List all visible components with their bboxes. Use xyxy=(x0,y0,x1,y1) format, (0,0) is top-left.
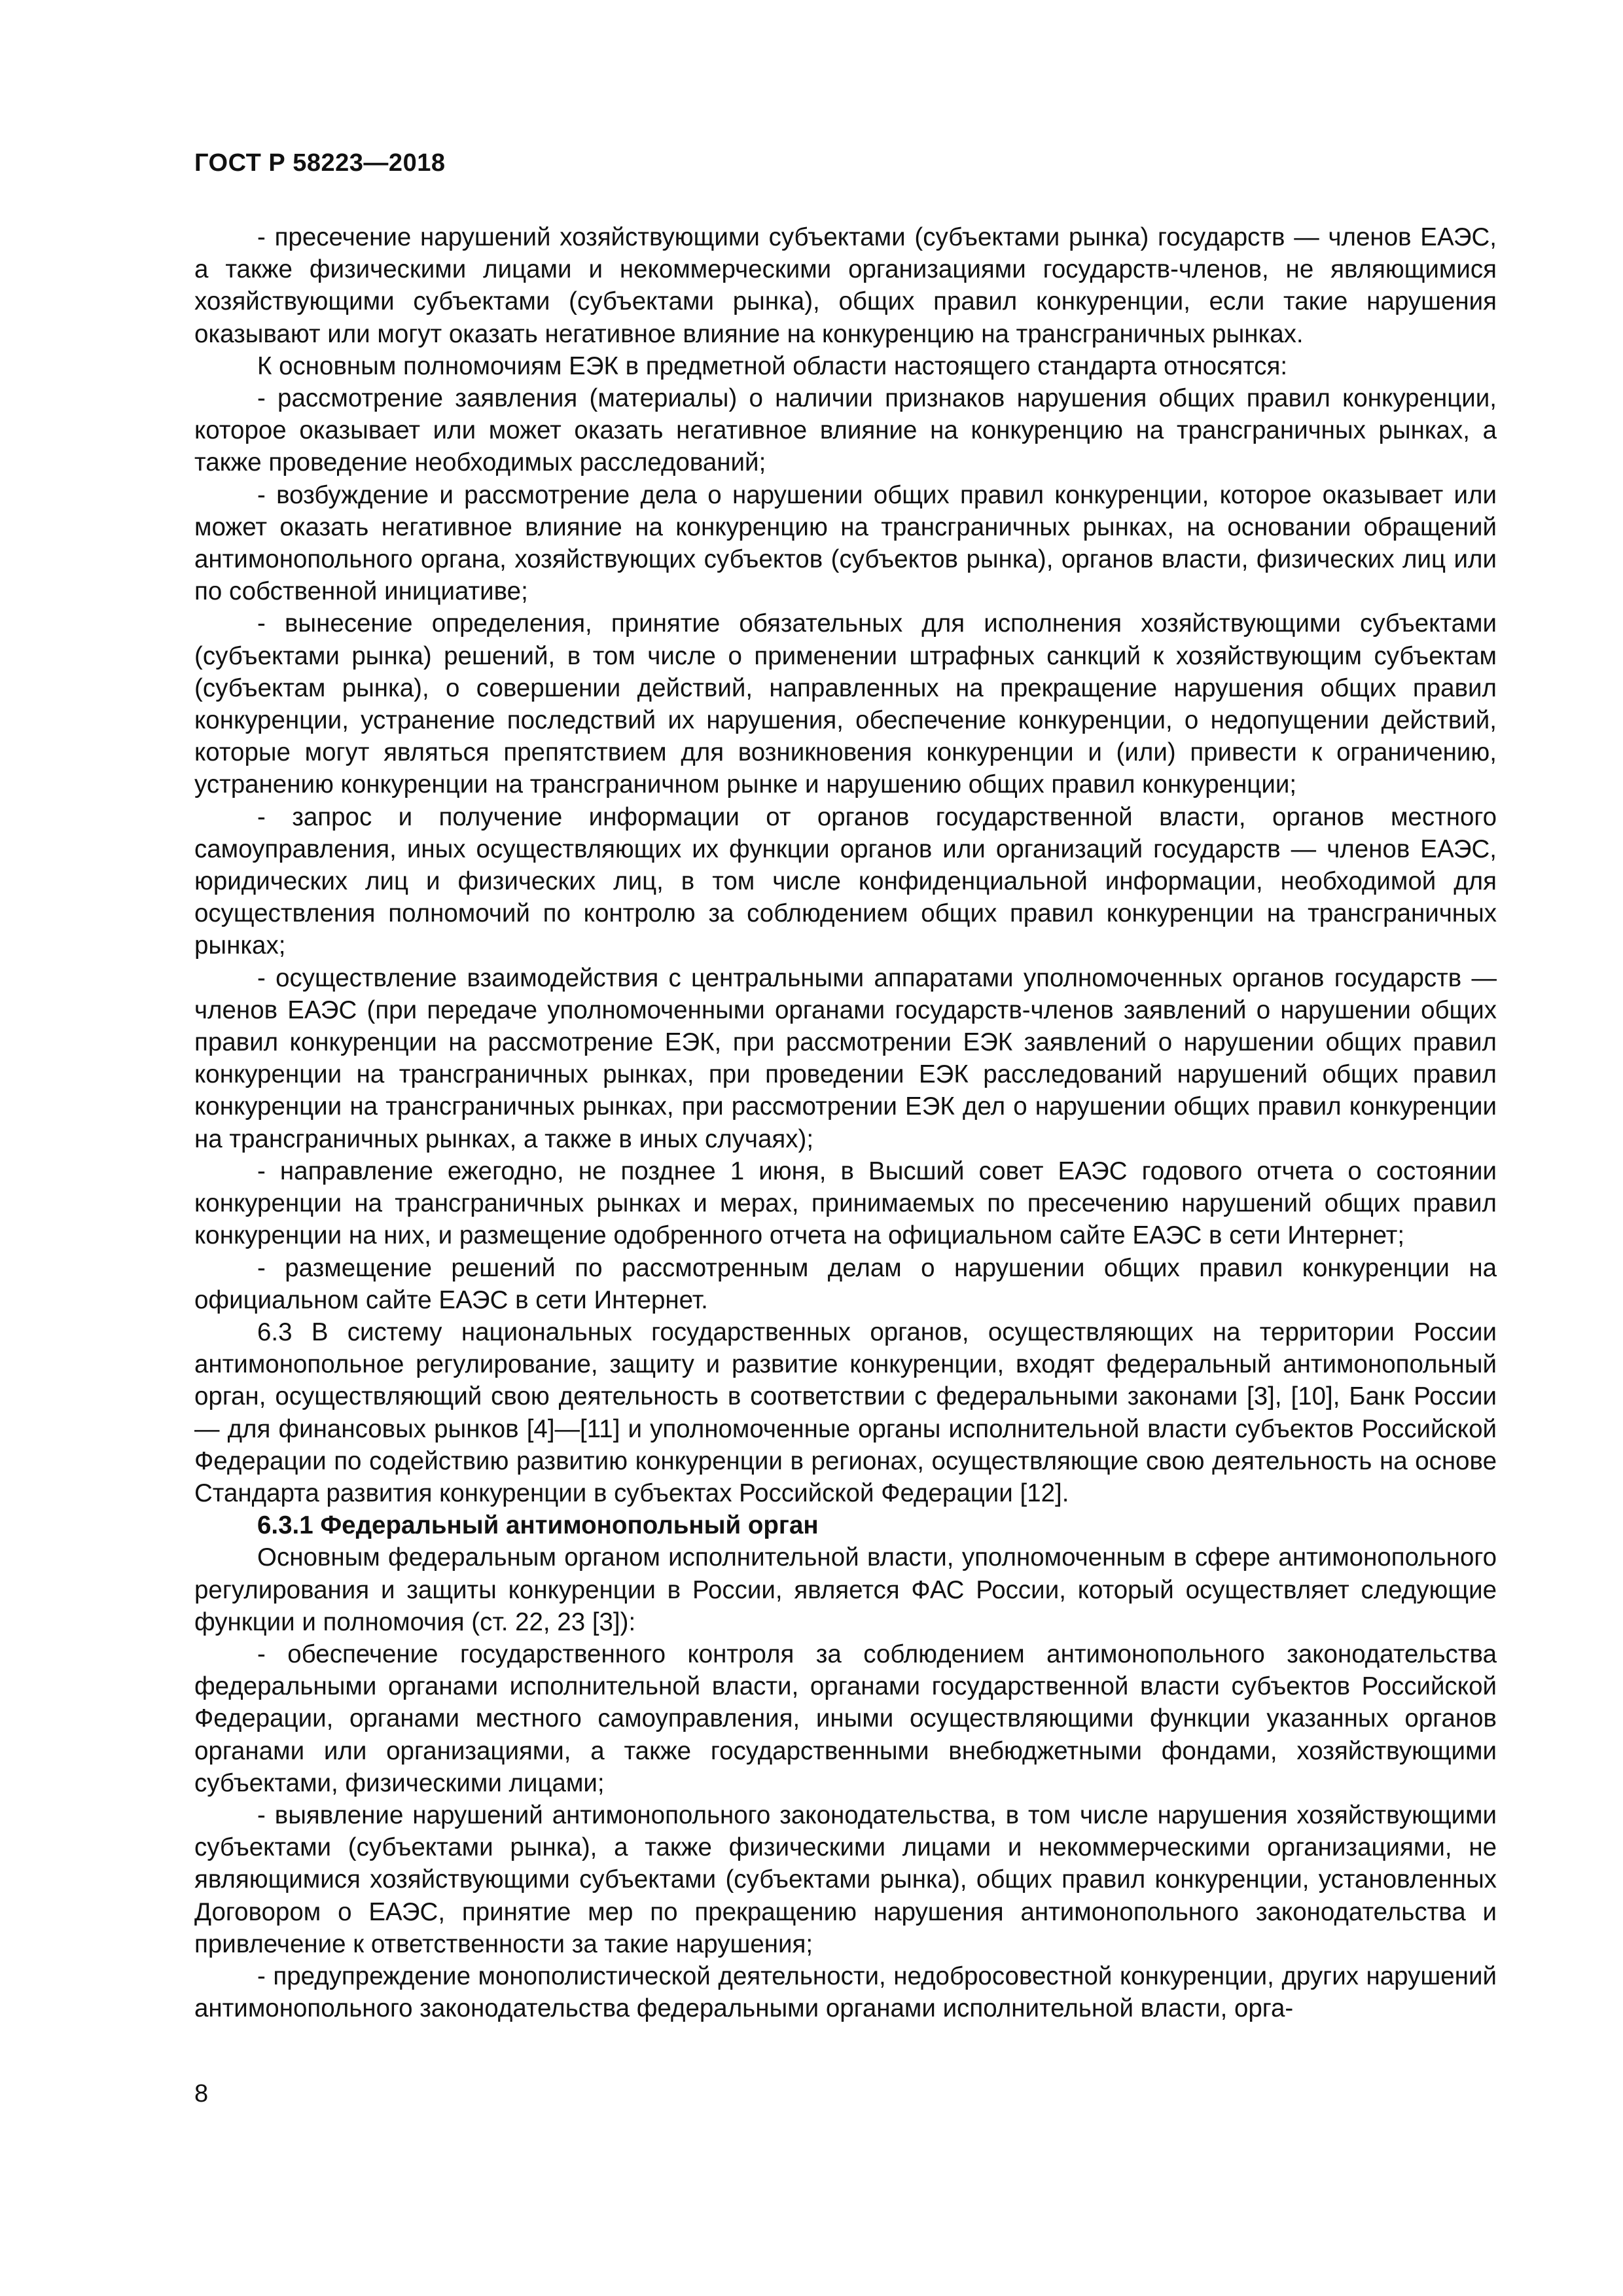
paragraph: - запрос и получение информации от органов государственной власти, органов местного самоуправления, иных осуществляющих их функции органов или организаций государств — членов ЕАЭС, юридических лиц и физических лиц, в том числе конфиденциальной информации, необходимой для осуществления полномочий по контролю за соблюдением общих правил конкуренции на трансграничных рынках; xyxy=(194,802,1497,960)
paragraph: - рассмотрение заявления (материалы) о наличии признаков нарушения общих правил конкуренции, которое оказывает или может оказать негативное влияние на конкуренцию на трансграничных рынках, а также проведение необходимых расследований; xyxy=(194,384,1497,477)
paragraph: - обеспечение государственного контроля за соблюдением антимонопольного законодательства федеральными органами исполнительной власти, органами государственной власти субъектов Российской Федерации, органами местного самоуправления, иными осуществляющими функции указанных органов органами или организациями, а также государственными внебюджетными фондами, хозяйствующими субъектами, физическими лицами; xyxy=(194,1640,1497,1797)
document-body xyxy=(194,221,1497,2024)
paragraph: - возбуждение и рассмотрение дела о нарушении общих правил конкуренции, которое оказывает или может оказать негативное влияние на конкуренцию на трансграничных рынках, на основании обращений антимонопольного органа, хозяйствующих субъектов (субъектов рынка), органов власти, физических лиц или по собственной инициативе; xyxy=(194,480,1497,606)
paragraph: - выявление нарушений антимонопольного законодательства, в том числе нарушения хозяйствующими субъектами (субъектами рынка), а также физическими лицами и некоммерческими организациями, не являющимися хозяйствующими субъектами (субъектами рынка), общих правил конкуренции, установленных Договором о ЕАЭС, принятие мер по прекращению нарушения антимонопольного законодательства и привлечение к ответственности за такие нарушения; xyxy=(194,1801,1497,1958)
document-header: ГОСТ Р 58223—2018 xyxy=(194,149,446,177)
section-heading: 6.3.1 Федеральный антимонопольный орган xyxy=(257,1511,819,1540)
paragraph: 6.3 В систему национальных государственных органов, осуществляющих на территории России антимонопольное регулирование, защиту и развитие конкуренции, входят федеральный антимонопольный орган, осуществляющий свою деятельность в соответствии с федеральными законами [3], [10], Банк России — для финансовых рынков [4]—[11] и уполномоченные органы исполнительной власти субъектов Российской Федерации по содействию развитию конкуренции в регионах, осуществляющие свою деятельность на основе Стандарта развития конкуренции в субъектах Российской Федерации [12]. xyxy=(194,1318,1497,1507)
paragraph: - размещение решений по рассмотренным делам о нарушении общих правил конкуренции на официальном сайте ЕАЭС в сети Интернет. xyxy=(194,1253,1497,1314)
paragraph: К основным полномочиям ЕЭК в предметной области настоящего стандарта относятся: xyxy=(257,351,1288,380)
paragraph: - пресечение нарушений хозяйствующими субъектами (субъектами рынка) государств — членов ЕАЭС, а также физическими лицами и некоммерческими организациями государств-членов, не являющимися хозяйствующими субъектами (субъектами рынка), общих правил конкуренции, если такие нарушения оказывают или могут оказать негативное влияние на конкуренцию на трансграничных рынках. xyxy=(194,223,1497,348)
paragraph: - направление ежегодно, не позднее 1 июня, в Высший совет ЕАЭС годового отчета о состоянии конкуренции на трансграничных рынках и мерах, принимаемых по пресечению нарушений общих правил конкуренции на них, и размещение одобренного отчета на официальном сайте ЕАЭС в сети Интернет; xyxy=(194,1157,1497,1250)
paragraph: - предупреждение монополистической деятельности, недобросовестной конкуренции, других нарушений антимонопольного законодательства федеральными органами исполнительной власти, орга- xyxy=(194,1962,1497,2023)
page-number: 8 xyxy=(194,2080,209,2108)
paragraph: - вынесение определения, принятие обязательных для исполнения хозяйствующими субъектами (субъектами рынка) решений, в том числе о применении штрафных санкций к хозяйствующим субъектам (субъектам рынка), о совершении действий, направленных на прекращение нарушения общих правил конкуренции, устранение последствий их нарушения, обеспечение конкуренции, о недопущении действий, которые могут являться препятствием для возникновения конкуренции и (или) привести к ограничению, устранению конкуренции на трансграничном рынке и нарушению общих правил конкуренции; xyxy=(194,609,1497,799)
paragraph: Основным федеральным органом исполнительной власти, уполномоченным в сфере антимонопольного регулирования и защиты конкуренции в России, является ФАС России, который осуществляет следующие функции и полномочия (ст. 22, 23 [3]): xyxy=(194,1543,1497,1636)
paragraph: - осуществление взаимодействия с центральными аппаратами уполномоченных органов государств — членов ЕАЭС (при передаче уполномоченными органами государств-членов заявлений о нарушении общих правил конкуренции на рассмотрение ЕЭК, при рассмотрении ЕЭК заявлений о нарушении общих правил конкуренции на трансграничных рынках, при проведении ЕЭК расследований нарушений общих правил конкуренции на трансграничных рынках, при рассмотрении ЕЭК дел о нарушении общих правил конкуренции на трансграничных рынках, а также в иных случаях); xyxy=(194,963,1497,1153)
